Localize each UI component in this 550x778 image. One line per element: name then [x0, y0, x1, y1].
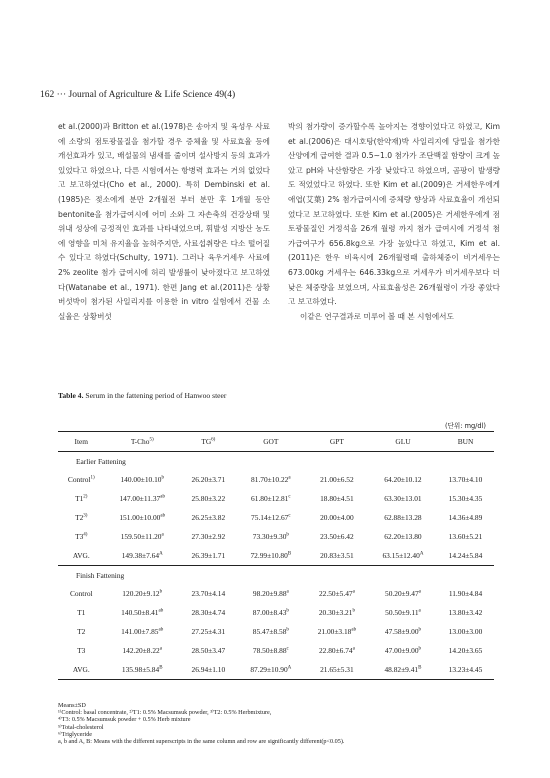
section-row: [58, 452, 494, 471]
table-cell: 18.80±4.51: [320, 494, 354, 503]
table-cell: 63.30±13.01: [384, 494, 422, 503]
table-cell: 27.30±2.92: [191, 532, 226, 541]
significance-letter: b: [286, 608, 289, 614]
table-cell: 28.50±3.47: [191, 646, 226, 655]
table-cell: 75.14±12.67$^c$: [251, 513, 291, 522]
table-header-row: [58, 432, 494, 452]
table-cell: 62.20±13.80: [384, 532, 422, 541]
row-label: AVG.: [58, 660, 105, 680]
significance-letter: c: [286, 646, 289, 652]
table-cell: 28.30±4.74: [191, 608, 226, 617]
significance-letter: ab: [158, 608, 164, 614]
footnote-marker: 4): [83, 532, 88, 538]
section-title: Earlier Fattening: [76, 456, 126, 466]
paragraph: et al.(2000)과 Britton et al.(1978)은 송아지 및 육성우 사료에 소량의 점토광물질을 첨가할 경우 증체율 및 사료효율 등에 개선효과가 있고, 배설물의 냄새를 줄이며 설사방지 등의 효과가 있었다고 하였으나, 다른 시험에서는 항병력 효과는 거의 없었다고 보고하였다(Cho et al., 2000). 특히 Dembinski et al.(1985)은 젖소에게 분만 2개월전 부터 분만 후 1개월 동안 bentonite을 첨가급여시에 어미 소와 그 자손축의 건강상태 및 위내 성상에 긍정적인 효과를 나타내었으며, 휘발성 지방산 농도에 영향을 미쳐 유지율을 높혀주지만, 사료섭취량은 다소 떨어질 수 있다고 하였다(Schulty, 1971). 그러나 육우거세우 사료에 2% zeolite 첨가 급여시에 허리 발생률이 낮아졌다고 보고하였다(Watanabe et al., 1971). 한편 Jang et al.(2011)은 상황버섯박이 첨가된 사일리지를 이용한 in vitro 실험에서 건물 소실율은 상황버섯: [58, 122, 270, 321]
significance-letter: a: [286, 589, 289, 595]
table-cell: 87.00±8.43$^b$: [252, 608, 289, 617]
footnote-marker: 1): [90, 475, 95, 481]
table-cell: $72.99\pm 10.80^B$: [237, 546, 305, 566]
table-cell: 61.80±12.81$^c$: [251, 494, 291, 503]
significance-letter: c: [288, 494, 291, 500]
column-header-label: GLU: [395, 437, 411, 446]
table-cell: 78.50±8.88$^c$: [252, 646, 289, 655]
table-cell: 13.23±4.45: [437, 660, 494, 680]
table-cell: 13.70±4.10: [448, 475, 483, 484]
table-note: ⁵⁾Total-cholesterol: [58, 723, 104, 731]
table-note: Means±SD: [58, 702, 86, 709]
column-header-label: GPT: [329, 437, 344, 446]
table-cell: 20.30±3.21$^b$: [318, 608, 355, 617]
table-cell: 142.20±8.22$^a$: [122, 646, 162, 655]
column-header: [437, 432, 494, 452]
table-cell: 85.47±8.58$^b$: [252, 627, 289, 636]
column-header-label: Item: [74, 437, 89, 446]
significance-letter: ab: [351, 627, 357, 633]
table-cell: $149.38\pm 7.64^A$: [105, 546, 180, 566]
table-cell: 20.83±3.51: [305, 546, 369, 566]
significance-letter: B: [287, 551, 292, 557]
significance-letter: b: [352, 608, 355, 614]
table-note: ⁴⁾T3: 0.5% Macsumsuk powder + 0.5% Herb mixture: [58, 716, 191, 724]
table-cell: $135.98\pm 5.84^B$: [105, 660, 180, 680]
table-cell: 140.00±10.10$^b$: [120, 475, 164, 484]
table-row: [58, 641, 494, 660]
significance-letter: B: [159, 665, 163, 671]
row-label: T1: [77, 608, 86, 617]
row-label: T1$^{2)}$: [75, 494, 88, 503]
column-header-label: GOT: [263, 437, 279, 446]
row-label: Control: [69, 589, 93, 598]
column-header-label: BUN: [457, 437, 474, 446]
serum-table: [58, 431, 494, 680]
significance-letter: a: [418, 608, 421, 614]
significance-letter: A: [419, 551, 424, 557]
significance-letter: a: [288, 475, 291, 481]
significance-letter: A: [287, 665, 292, 671]
row-label: Control$^{1)}$: [67, 475, 95, 484]
column-header: [58, 432, 105, 452]
left-text-column: [58, 120, 270, 324]
table-cell: 81.70±10.22$^a$: [251, 475, 291, 484]
significance-letter: a: [418, 589, 421, 595]
table-cell: $63.15\pm 12.40^A$: [369, 546, 437, 566]
table-cell: $48.82\pm 9.41^B$: [369, 660, 437, 680]
table-cell: 26.94±1.10: [180, 660, 237, 680]
table-cell: 47.00±9.00$^b$: [384, 646, 422, 655]
table-cell: 98.20±9.88$^a$: [252, 589, 289, 598]
table-cell: 23.50±6.42: [320, 532, 354, 541]
significance-letter: a: [352, 646, 355, 652]
table-note: ¹⁾Control: basal concentrate, ²⁾T1: 0.5% Macsumsuk powder, ³⁾T2: 0.5% Herbmixture,: [58, 709, 272, 717]
significance-letter: A: [159, 551, 163, 557]
table-cell: 13.00±3.00: [448, 627, 483, 636]
column-header: [237, 432, 305, 452]
table-cell: 151.00±10.00$^{ab}$: [119, 513, 166, 522]
significance-letter: a: [161, 532, 164, 538]
table-notes: [58, 702, 344, 745]
table-caption-label: Table 4.: [58, 391, 84, 400]
footnote-marker: 5): [149, 437, 154, 443]
table-row: [58, 527, 494, 546]
significance-letter: b: [286, 627, 289, 633]
significance-letter: ab: [160, 494, 165, 500]
table-cell: 21.65±5.31: [305, 660, 369, 680]
footnote-marker: 6): [211, 437, 216, 443]
section-title: Finish Fattening: [76, 570, 125, 580]
significance-letter: b: [418, 646, 422, 652]
table-cell: 26.20±3.71: [191, 475, 226, 484]
table-row: [58, 584, 494, 603]
table-cell: 50.50±9.11$^a$: [385, 608, 421, 617]
table-cell: 25.80±3.22: [191, 494, 226, 503]
column-header: [305, 432, 369, 452]
table-row: [58, 660, 494, 680]
table-note: ⁶⁾Triglyceride: [58, 730, 93, 738]
column-header: [180, 432, 237, 452]
significance-letter: ab: [158, 627, 164, 633]
table-cell: 26.25±3.82: [191, 513, 226, 522]
table-cell: 13.60±5.21: [448, 532, 483, 541]
table-cell: 50.20±9.47$^a$: [385, 589, 421, 598]
row-label: T3: [77, 646, 86, 655]
significance-letter: a: [159, 646, 162, 652]
right-text-column: [288, 120, 500, 324]
table-cell: 22.50±5.47$^a$: [318, 589, 355, 598]
column-header: [369, 432, 437, 452]
table-row: [58, 622, 494, 641]
table-cell: 120.20±9.12$^b$: [122, 589, 163, 598]
footnote-marker: 3): [83, 513, 88, 519]
paragraph: 박의 첨가량이 증가할수록 높아지는 경향이었다고 하였고, Kim et al.(2006)은 대시호탕(한약재)박 사일리지에 당밀을 첨가한 산양에게 급여한 결과 0.5~1.0 첨가가 조단백질 함량이 크게 높았고 pH와 낙산함량은 가장 낮았다고 하였으며, 곰팡이 발생량도 적었었다고 하였다. 또한 Kim et al.(2009)은 거세한우에게 애엽(艾葉) 2% 첨가급여시에 증체량 향상과 사료효율이 개선되었다고 보고하였다. 또한 Kim et al.(2005)은 거세한우에게 점토광물질인 거정석을 26개 월령 까지 첨가 급여시에 거정석 첨가급여구가 656.8kg으로 가장 높았다고 하였고, Kim et al.(2011)은 한우 비육시에 26개월령때 출하체중이 비거세우는 673.00kg 거세우는 646.33kg으로 거세우가 비거세우보다 더 낮은 체중량을 보였으며, 사료효율성은 26개월령이 가장 좋았다고 보고하였다.: [288, 122, 500, 307]
significance-letter: B: [418, 665, 422, 671]
significance-letter: b: [159, 589, 163, 595]
significance-letter: ab: [160, 513, 166, 519]
table-cell: 14.36±4.89: [448, 513, 483, 522]
table-row: [58, 508, 494, 527]
significance-letter: a: [352, 589, 355, 595]
table-note: a, b and A, B: Means with the different superscripts in the same column and row are significantly different(p<0.05).: [58, 738, 345, 746]
table-cell: 21.00±3.18$^{ab}$: [317, 627, 357, 636]
table-cell: 22.80±6.74$^a$: [318, 646, 355, 655]
table-caption-text: Serum in the fattening period of Hanwoo steer: [83, 391, 227, 400]
significance-letter: b: [161, 475, 164, 481]
table-units: (단위: mg/dl): [444, 422, 486, 430]
table-cell: 147.00±11.37$^{ab}$: [119, 494, 165, 503]
table-cell: 62.88±13.28: [384, 513, 422, 522]
row-label: T2$^{3)}$: [75, 513, 88, 522]
running-header: 162 ··· Journal of Agriculture & Life Science 49(4): [40, 90, 236, 100]
table-cell: 14.24±5.84: [437, 546, 494, 566]
table-row: [58, 603, 494, 622]
table-cell: $87.29\pm 10.90^A$: [237, 660, 305, 680]
column-header: [105, 432, 180, 452]
table-cell: 64.20±10.12: [384, 475, 422, 484]
table-cell: 11.90±4.84: [448, 589, 483, 598]
table-cell: 26.39±1.71: [180, 546, 237, 566]
section-row: [58, 566, 494, 585]
significance-letter: c: [288, 513, 291, 519]
row-label: T2: [77, 627, 86, 636]
table-cell: 14.20±3.65: [448, 646, 483, 655]
table-cell: 13.80±3.42: [448, 608, 483, 617]
row-label: AVG.: [58, 546, 105, 566]
table-row: [58, 546, 494, 566]
table-row: [58, 489, 494, 508]
paragraph: 이같은 연구결과로 미루어 볼 때 본 시험에서도: [300, 311, 454, 321]
table-cell: 47.58±9.00$^b$: [384, 627, 422, 636]
significance-letter: b: [286, 532, 289, 538]
table-cell: 27.25±4.31: [191, 627, 226, 636]
column-header-label: T-Cho: [130, 437, 150, 446]
table-cell: 15.30±4.35: [448, 494, 483, 503]
table-row: [58, 470, 494, 489]
table-cell: 21.00±6.52: [320, 475, 354, 484]
footnote-marker: 2): [83, 494, 88, 500]
table-cell: 73.30±9.30$^b$: [252, 532, 289, 541]
table-cell: 140.50±8.41$^{ab}$: [121, 608, 164, 617]
table-cell: 141.00±7.85$^{ab}$: [121, 627, 164, 636]
table-cell: 23.70±4.14: [191, 589, 226, 598]
table-caption: [58, 391, 226, 400]
row-label: T3$^{4)}$: [75, 532, 88, 541]
significance-letter: b: [418, 627, 422, 633]
column-header-label: TG: [201, 437, 212, 446]
table-cell: 20.00±4.00: [320, 513, 354, 522]
table-cell: 159.50±11.20$^a$: [120, 532, 164, 541]
table-body: [58, 452, 494, 680]
